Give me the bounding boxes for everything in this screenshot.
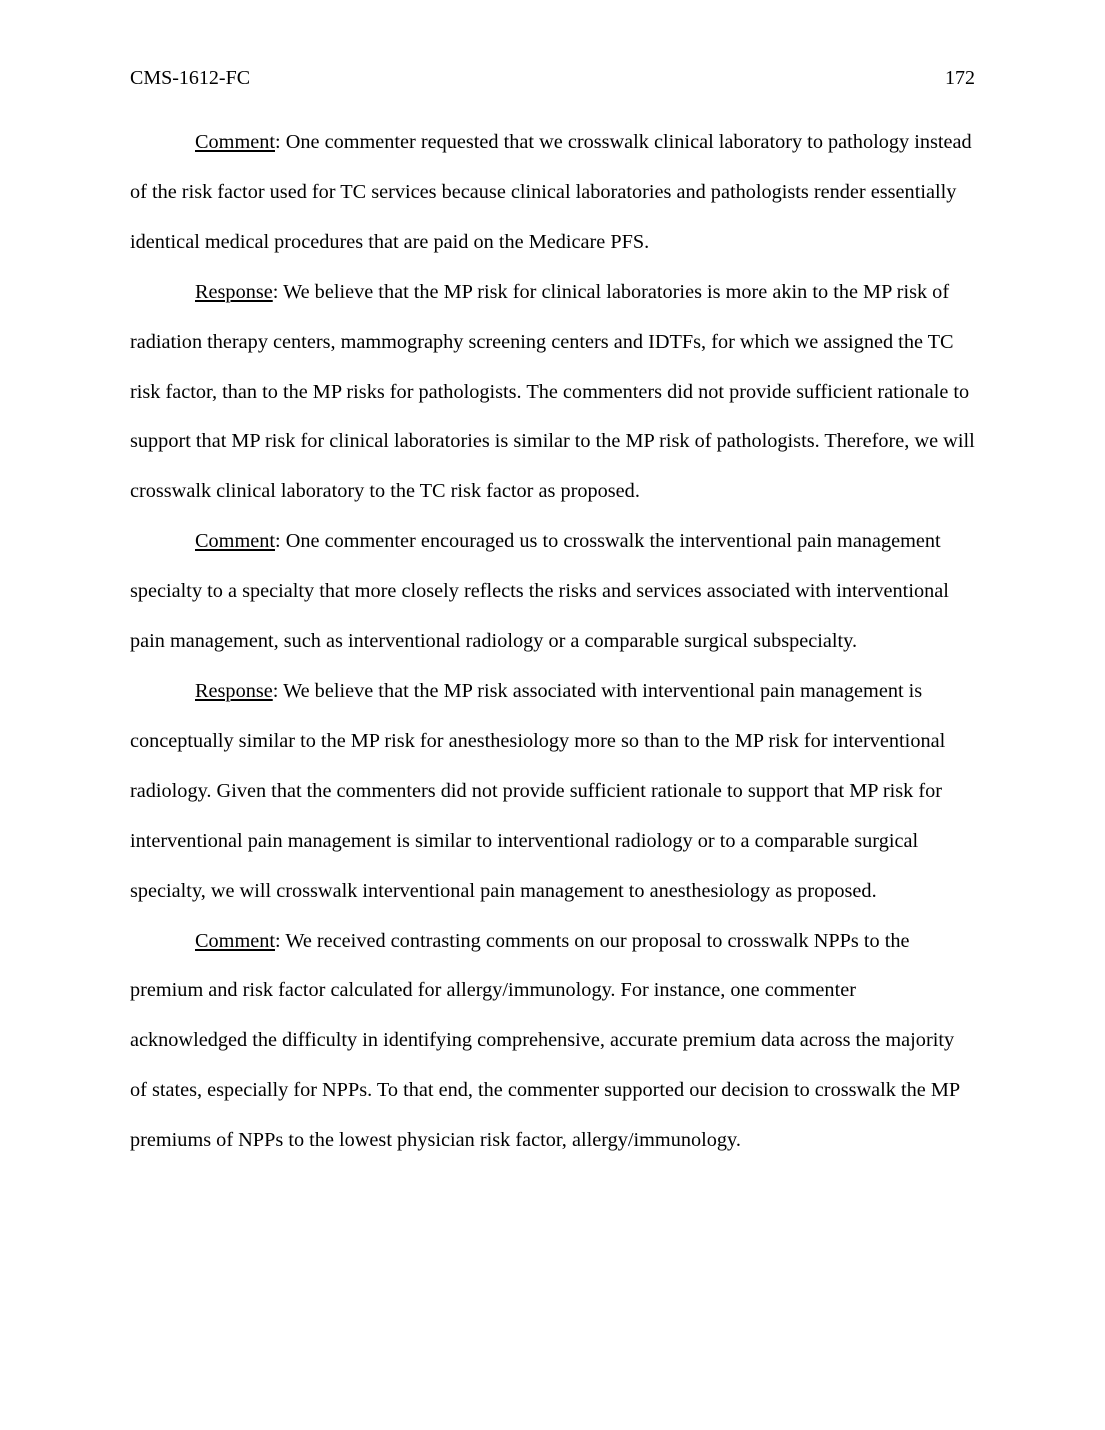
- paragraph-text: : One commenter encouraged us to crosswalk the interventional pain management specialty to a specialty that more closely reflects the risks and services associated with interventional pain management, such as interventional radiology or a comparable surgical subspecialty.: [130, 530, 949, 653]
- comment-label: Comment: [195, 131, 275, 153]
- paragraph-text: : One commenter requested that we crosswalk clinical laboratory to pathology instead of the risk factor used for TC services because clinical laboratories and pathologists render essentially identical medical procedures that are paid on the Medicare PFS.: [130, 131, 972, 253]
- response-label: Response: [195, 280, 273, 303]
- comment-label: Comment: [195, 929, 275, 952]
- body-text: [130, 118, 975, 1166]
- comment-paragraph: [130, 517, 975, 667]
- paragraph-text: : We believe that the MP risk for clinical laboratories is more akin to the MP risk of radiation therapy centers, mammography screening centers and IDTFs, for which we assigned the TC risk factor, than to the MP risks for pathologists. The commenters did not provide sufficient rationale to support that MP risk for clinical laboratories is similar to the MP risk of pathologists. Therefore, we will crosswalk clinical laboratory to the TC risk factor as proposed.: [130, 280, 975, 503]
- response-label: Response: [195, 679, 273, 702]
- comment-paragraph: [130, 118, 975, 268]
- page-number: 172: [945, 67, 975, 89]
- response-paragraph: [130, 667, 975, 917]
- paragraph-text: : We believe that the MP risk associated with interventional pain management is conceptually similar to the MP risk for anesthesiology more so than to the MP risk for interventional radiology. Given that the commenters did not provide sufficient rationale to support that MP risk for interventional pain management is similar to interventional radiology or to a comparable surgical specialty, we will crosswalk interventional pain management to anesthesiology as proposed.: [130, 679, 946, 902]
- comment-paragraph: [130, 917, 975, 1167]
- comment-label: Comment: [195, 530, 275, 553]
- document-id: CMS-1612-FC: [130, 67, 251, 89]
- response-paragraph: [130, 268, 975, 518]
- paragraph-text: : We received contrasting comments on our proposal to crosswalk NPPs to the premium and risk factor calculated for allergy/immunology. For instance, one commenter acknowledged the difficulty in identifying comprehensive, accurate premium data across the majority of states, especially for NPPs. To that end, the commenter supported our decision to crosswalk the MP premiums of NPPs to the lowest physician risk factor, allergy/immunology.: [130, 929, 960, 1152]
